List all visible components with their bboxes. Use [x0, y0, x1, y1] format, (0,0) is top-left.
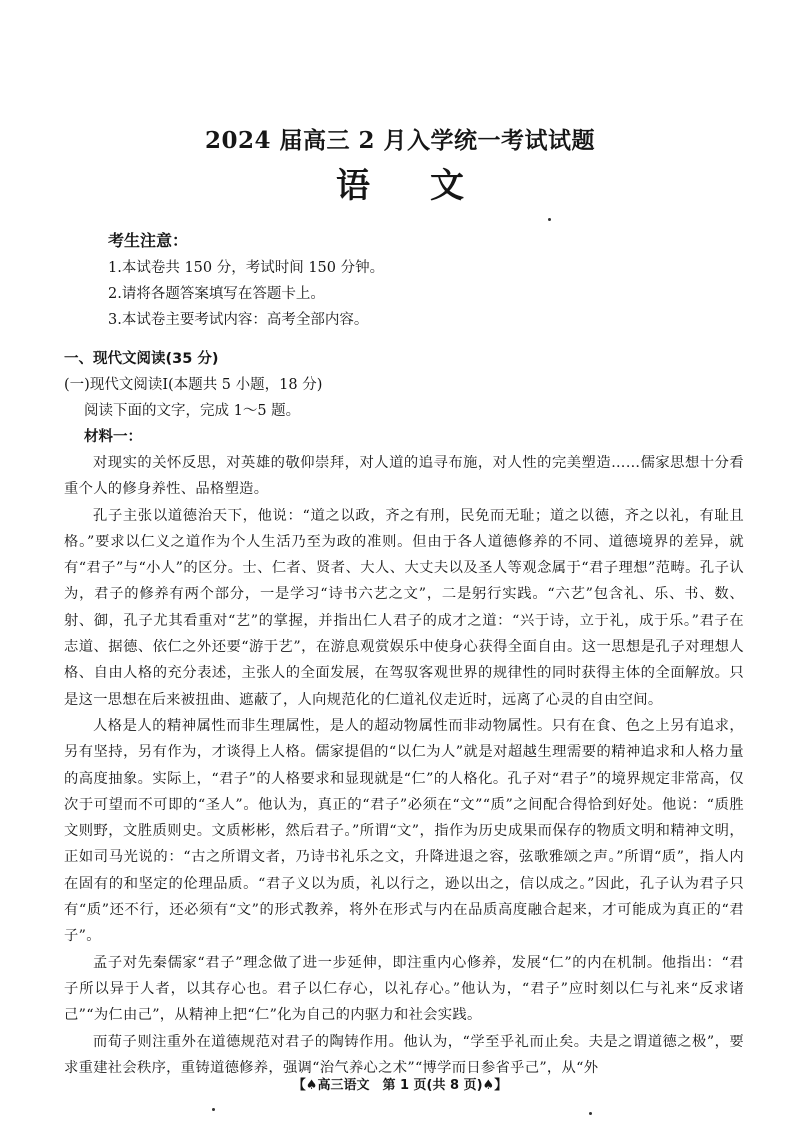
spade-icon: ♠	[305, 1078, 318, 1093]
paragraph: 孟子对先秦儒家“君子”理念做了进一步延伸，即注重内心修养，发展“仁”的内在机制。他指出：“君子所以异于人者，以其存心也。君子以仁存心，以礼存心。”他认为，“君子”应时刻以仁与礼来“反求诸己”“为仁由己”，从精神上把“仁”化为自己的内驱力和社会实践。	[64, 954, 744, 1024]
notice-item: 3.本试卷主要考试内容：高考全部内容。	[108, 312, 369, 328]
page-footer	[0, 1074, 800, 1093]
paragraph: 对现实的关怀反思，对英雄的敬仰崇拜，对人道的追寻布施，对人性的完美塑造……儒家思想十分看重个人的修身养性、品格塑造。	[64, 455, 744, 498]
reading-instruction: 阅读下面的文字，完成 1～5 题。	[84, 403, 301, 419]
paragraph: 人格是人的精神属性而非生理属性，是人的超动物属性而非动物属性。只有在食、色之上另有追求，另有坚持，另有作为，才谈得上人格。儒家提倡的“以仁为人”就是对超越生理需要的精神追求和人格力量的高度抽象。实际上，“君子”的人格要求和显现就是“仁”的人格化。孔子对“君子”的境界规定非常高，仅次于可望而不可即的“圣人”。他认为，真正的“君子”必须在“文”“质”之间配合得恰到好处。他说：“质胜文则野，文胜质则史。文质彬彬，然后君子。”所谓“文”，指作为历史成果而保存的物质文明和精神文明，正如司马光说的：“古之所谓文者，乃诗书礼乐之文，升降进退之容，弦歌雅颂之声。”所谓“质”，指人内在固有的和坚定的伦理品质。“君子义以为质，礼以行之，逊以出之，信以成之。”因此，孔子认为君子只有“质”还不行，还必须有“文”的形式教养，将外在形式与内在品质高度融合起来，才可能成为真正的“君子”。	[64, 717, 744, 945]
notice-item: 1.本试卷共 150 分，考试时间 150 分钟。	[108, 260, 385, 276]
scan-speck	[212, 1108, 215, 1111]
notice-item: 2.请将各题答案填写在答题卡上。	[108, 286, 325, 302]
paragraph: 孔子主张以道德治天下，他说：“道之以政，齐之有刑，民免而无耻；道之以德，齐之以礼，有耻且格。”要求以仁义之道作为个人生活乃至为政的准则。但由于各人道德修养的不同、道德境界的差异，就有“君子”与“小人”的区分。士、仁者、贤者、大人、大丈夫以及圣人等观念属于“君子理想”范畴。孔子认为，君子的修养有两个部分，一是学习“诗书六艺之文”，二是躬行实践。“六艺”包含礼、乐、书、数、射、御，孔子尤其看重对“艺”的掌握，并指出仁人君子的成才之道：“兴于诗，立于礼，成于乐。”君子在志道、据德、依仁之外还要“游于艺”，在游息观赏娱乐中使身心获得全面自由。这一思想是孔子对理想人格、自由人格的充分表述，主张人的全面发展，在驾驭客观世界的规律性的同时获得主体的全面解放。只是这一思想在后来被扭曲、遮蔽了，人向规范化的仁道礼仪走近时，远离了心灵的自由空间。	[64, 507, 744, 708]
section-heading: 一、现代文阅读(35 分)	[64, 351, 219, 367]
exam-title: 2024 届高三 2 月入学统一考试试题	[204, 127, 596, 154]
paragraph: 而荀子则注重外在道德规范对君子的陶铸作用。他认为，“学至乎礼而止矣。夫是之谓道德之极”，要求重建社会秩序，重铸道德修养，强调“治气养心之术”“博学而日参省乎己”，从“外	[64, 1033, 744, 1076]
subsection-heading: (一)现代文阅读Ⅰ(本题共 5 小题，18 分)	[64, 377, 323, 393]
candidate-notice	[108, 228, 728, 333]
footer-bracket-left: 【	[292, 1078, 306, 1093]
material-label: 材料一：	[84, 429, 142, 445]
subject-title: 语文	[336, 166, 524, 206]
notice-heading: 考生注意：	[108, 231, 189, 250]
reading-section	[64, 346, 744, 1081]
footer-text: 高三语文 第 1 页(共 8 页)	[317, 1078, 483, 1093]
footer-bracket-right: 】	[494, 1078, 508, 1093]
scan-speck	[589, 1112, 592, 1115]
spade-icon: ♠	[482, 1078, 495, 1093]
scan-speck	[548, 218, 551, 221]
